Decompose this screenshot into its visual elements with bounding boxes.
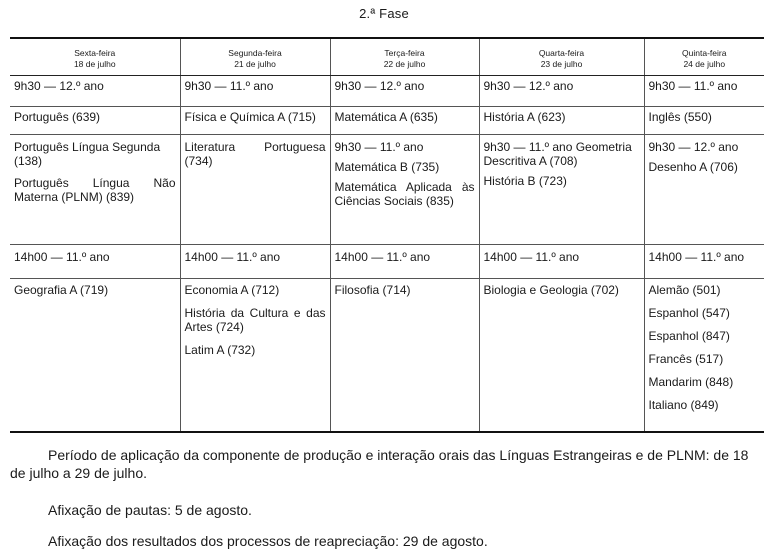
column-header <box>479 38 644 76</box>
exam-subject: Matemática B (735) <box>334 160 440 174</box>
exam-subject: Economia A (712) <box>184 283 280 297</box>
exam-subject: Literatura Portuguesa (734) <box>184 140 326 168</box>
column-day: Segunda-feira <box>228 48 282 58</box>
exam-cell <box>479 135 644 245</box>
exam-cell <box>479 279 644 433</box>
morning-extra-row <box>10 135 764 245</box>
column-day: Quinta-feira <box>682 48 727 58</box>
exam-time: 14h00 — 11.º ano <box>644 245 764 279</box>
morning-subject-row <box>10 107 764 135</box>
exam-subject: Mandarim (848) <box>648 375 734 389</box>
column-date: 18 de julho <box>73 59 116 69</box>
exam-time: 14h00 — 11.º ano <box>479 245 644 279</box>
exam-cell <box>644 279 764 433</box>
exam-subject: Português Língua Segunda (138) <box>14 140 161 168</box>
afternoon-subject-row <box>10 279 764 433</box>
exam-subject: Geografia A (719) <box>14 283 109 297</box>
exam-subject: Espanhol (547) <box>648 306 730 320</box>
exam-subject: Alemão (501) <box>648 283 721 297</box>
column-header <box>10 38 180 76</box>
column-day: Sexta-feira <box>74 48 116 58</box>
exam-subject: História da Cultura e das Artes (724) <box>184 306 326 334</box>
exam-cell <box>330 135 479 245</box>
exam-cell <box>10 279 180 433</box>
morning-time-row <box>10 76 764 107</box>
exam-time: 14h00 — 11.º ano <box>180 245 330 279</box>
column-date: 22 de julho <box>383 59 426 69</box>
oral-component-period-text: Período de aplicação da componente de produção e interação orais das Línguas Estrangeiras e de PLNM: de 18 de julho a 29 de julho. <box>10 447 749 481</box>
exam-cell <box>10 135 180 245</box>
exam-time: 9h30 — 12.º ano <box>648 140 739 154</box>
exam-time: 9h30 — 12.º ano <box>330 76 479 107</box>
exam-time: 9h30 — 12.º ano <box>10 76 180 107</box>
exam-time-subject: 9h30 — 11.º ano Geometria Descritiva A (708) <box>483 140 632 168</box>
exam-subject: Matemática Aplicada às Ciências Sociais (835) <box>334 180 475 208</box>
grades-posting-text: Afixação de pautas: 5 de agosto. <box>48 502 252 518</box>
exam-schedule-table <box>10 37 764 433</box>
exam-cell <box>644 135 764 245</box>
exam-cell <box>180 135 330 245</box>
exam-time: 9h30 — 12.º ano <box>479 76 644 107</box>
exam-time: 9h30 — 11.º ano <box>644 76 764 107</box>
column-header <box>330 38 479 76</box>
column-day: Terça-feira <box>384 48 425 58</box>
exam-subject: História A (623) <box>479 107 644 135</box>
exam-subject: Física e Química A (715) <box>180 107 330 135</box>
column-header <box>180 38 330 76</box>
column-date: 21 de julho <box>234 59 276 69</box>
exam-subject: Espanhol (847) <box>648 329 730 343</box>
exam-subject: História B (723) <box>483 174 567 188</box>
exam-subject: Matemática A (635) <box>330 107 479 135</box>
reappraisal-results-text: Afixação dos resultados dos processos de reapreciação: 29 de agosto. <box>48 533 488 549</box>
exam-subject: Português Língua Não Materna (PLNM) (839) <box>14 176 176 204</box>
exam-subject: Inglês (550) <box>644 107 764 135</box>
exam-time: 9h30 — 11.º ano <box>334 140 424 154</box>
column-day: Quarta-feira <box>538 48 585 58</box>
column-header <box>644 38 764 76</box>
column-date: 24 de julho <box>683 59 726 69</box>
exam-subject: Francês (517) <box>648 352 724 366</box>
exam-subject: Biologia e Geologia (702) <box>483 283 619 297</box>
exam-subject: Filosofia (714) <box>334 283 411 297</box>
exam-time: 14h00 — 11.º ano <box>330 245 479 279</box>
exam-cell <box>180 279 330 433</box>
afternoon-time-row <box>10 245 764 279</box>
exam-time: 9h30 — 11.º ano <box>180 76 330 107</box>
exam-subject: Italiano (849) <box>648 398 719 412</box>
exam-time: 14h00 — 11.º ano <box>10 245 180 279</box>
header-row <box>10 38 764 76</box>
column-date: 23 de julho <box>540 59 583 69</box>
exam-subject: Português (639) <box>10 107 180 135</box>
exam-subject: Latim A (732) <box>184 343 256 357</box>
phase-title: 2.ª Fase <box>359 6 409 21</box>
exam-cell <box>330 279 479 433</box>
exam-subject: Desenho A (706) <box>648 160 738 174</box>
